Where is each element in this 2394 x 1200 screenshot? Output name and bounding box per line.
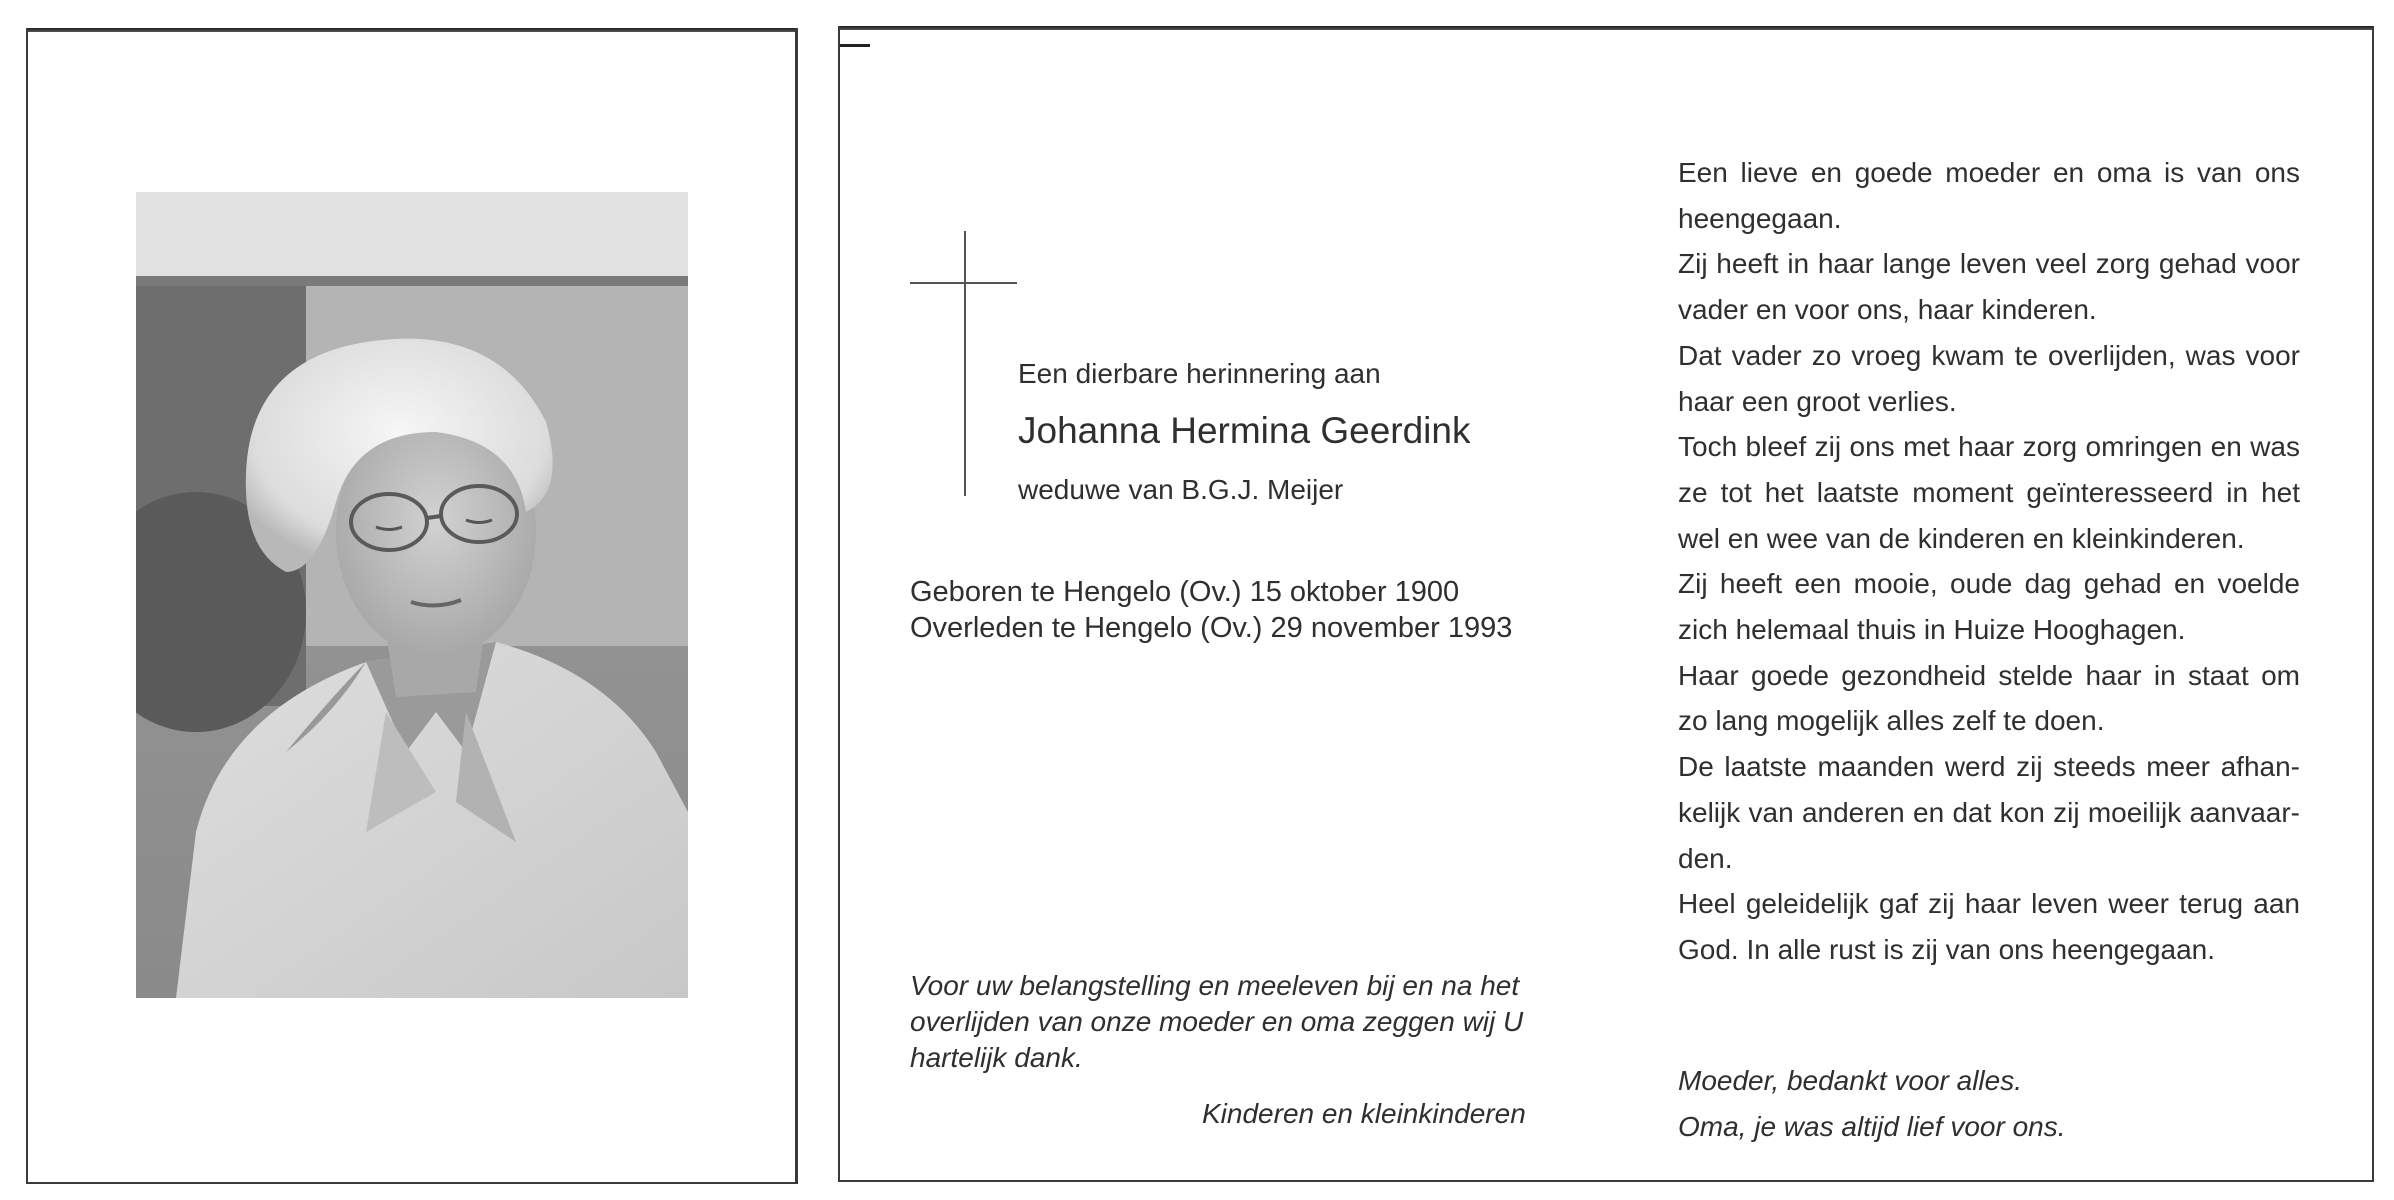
birth-line: Geboren te Hengelo (Ov.) 15 oktober 1900	[910, 576, 1460, 608]
text-line: vader en voor ons, haar kinderen.	[1678, 294, 2097, 326]
card-edge	[28, 28, 795, 32]
card-edge	[840, 26, 2372, 30]
text-line: God. In alle rust is zij van ons heengegaan.	[1678, 933, 2216, 965]
text-line: den.	[1678, 842, 1733, 874]
text-line: heengegaan.	[1678, 202, 1842, 234]
signature: Kinderen en kleinkinderen	[1202, 1098, 1526, 1129]
death-line: Overleden te Hengelo (Ov.) 29 november 1993	[910, 612, 1513, 644]
memorial-intro: Een dierbare herinnering aan	[1018, 358, 1381, 389]
left-card-panel	[26, 28, 798, 1184]
portrait-photo	[136, 192, 688, 998]
cross-icon-vertical	[964, 231, 966, 496]
closing-text	[1678, 1058, 2066, 1150]
text-line: De laatste maanden werd zij steeds meer afhan-	[1678, 751, 2300, 783]
deceased-name: Johanna Hermina Geerdink	[1018, 410, 1471, 451]
widow-of: weduwe van B.G.J. Meijer	[1018, 474, 1344, 505]
corner-mark	[840, 44, 870, 47]
text-line: zo lang mogelijk alles zelf te doen.	[1678, 705, 2105, 737]
text-line: Toch bleef zij ons met haar zorg omringen en was	[1678, 431, 2300, 463]
text-line: haar een groot verlies.	[1678, 385, 1957, 417]
thanks-line: Voor uw belangstelling en meeleven bij en na het	[910, 970, 1520, 1001]
text-line: kelijk van anderen en dat kon zij moeilijk aanvaar-	[1678, 796, 2300, 828]
text-line: Een lieve en goede moeder en oma is van ons	[1678, 157, 2300, 188]
text-line: ze tot het laatste moment geïnteresseerd in het	[1678, 476, 2300, 508]
thanks-paragraph	[910, 968, 1610, 1076]
text-line: Zij heeft een mooie, oude dag gehad en voelde	[1678, 568, 2300, 600]
text-line: Heel geleidelijk gaf zij haar leven weer terug aan	[1678, 888, 2300, 920]
text-line: Haar goede gezondheid stelde haar in staat om	[1678, 659, 2300, 691]
right-card-panel	[838, 26, 2374, 1182]
text-line: wel en wee van de kinderen en kleinkinderen.	[1678, 522, 2245, 554]
text-line: Zij heeft in haar lange leven veel zorg gehad voor	[1678, 248, 2300, 280]
text-line: Dat vader zo vroeg kwam te overlijden, was voor	[1678, 339, 2300, 371]
memorial-text	[1678, 150, 2300, 973]
closing-line: Moeder, bedankt voor alles.	[1678, 1065, 2022, 1096]
thanks-line: hartelijk dank.	[910, 1042, 1083, 1073]
text-line: zich helemaal thuis in Huize Hooghagen.	[1678, 614, 2186, 646]
cross-icon-horizontal	[910, 282, 1017, 284]
thanks-line: overlijden van onze moeder en oma zeggen wij U	[910, 1006, 1524, 1037]
closing-line: Oma, je was altijd lief voor ons.	[1678, 1111, 2066, 1142]
